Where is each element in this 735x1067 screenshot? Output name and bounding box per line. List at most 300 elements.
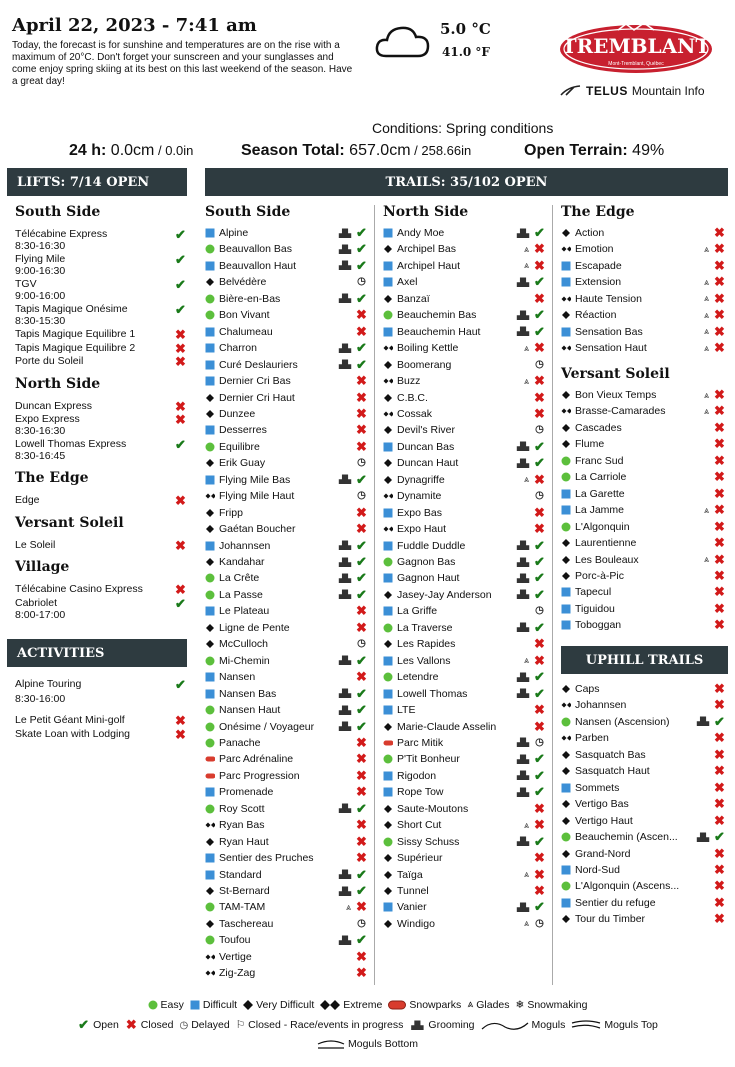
trail-status-icons (515, 555, 546, 569)
trail-row[interactable] (205, 603, 368, 619)
lift-hours: 8:30-15:30 (15, 315, 66, 327)
closed-x-icon: ✖ (714, 469, 725, 485)
trail-row[interactable] (383, 801, 546, 817)
lift-row[interactable] (15, 595, 187, 621)
trail-row[interactable] (383, 620, 546, 636)
trail-row[interactable] (383, 521, 546, 537)
trail-row[interactable] (561, 552, 726, 568)
trail-row[interactable] (383, 587, 546, 603)
trail-row[interactable] (383, 834, 546, 850)
trail-row[interactable] (561, 862, 726, 878)
trail-row[interactable] (383, 274, 546, 290)
closed-x-icon: ✖ (714, 241, 725, 257)
lift-name: Edge (15, 494, 40, 506)
trail-row[interactable] (383, 241, 546, 257)
lift-hours: 8:00-17:00 (15, 608, 66, 621)
trail-name: Ryan Bas (219, 819, 265, 832)
closed-x-icon: ✖ (714, 730, 725, 746)
trail-name: Zig-Zag (219, 967, 256, 980)
svg-text:Mont-Tremblant, Québec: Mont-Tremblant, Québec (608, 61, 664, 67)
trail-status-icons (713, 437, 726, 451)
moguls-bottom-icon (317, 1038, 345, 1050)
telus-brand: TELUS (586, 84, 628, 98)
trail-status-icons (533, 703, 546, 717)
trail-row[interactable] (561, 846, 726, 862)
trail-row[interactable] (383, 636, 546, 652)
trail-row[interactable] (383, 291, 546, 307)
trail-row[interactable] (205, 932, 368, 948)
trail-row[interactable] (205, 916, 368, 932)
legend-snowmaking: Snowmaking (527, 998, 588, 1011)
trail-row[interactable] (205, 274, 368, 290)
trail-row[interactable] (561, 780, 726, 796)
trail-row[interactable] (205, 307, 368, 323)
delayed-clock-icon: ◷ (535, 605, 544, 617)
closed-x-icon: ✖ (534, 241, 545, 257)
trail-row[interactable] (561, 895, 726, 911)
trail-status-icons (337, 226, 368, 240)
trail-row[interactable] (205, 899, 368, 915)
trail-name: Toufou (219, 934, 251, 947)
trail-name: Windigo (397, 917, 435, 930)
trail-status-icons (522, 654, 546, 668)
lift-status (174, 413, 187, 427)
trail-name: Flying Mile Bas (219, 473, 291, 486)
trail-status-icons (533, 489, 546, 503)
trail-row[interactable] (205, 587, 368, 603)
very-difficult-icon (561, 390, 571, 400)
grooming-icon: ▟▙ (338, 804, 352, 814)
trail-name: Vertigo Haut (575, 814, 633, 827)
difficult-icon (205, 853, 215, 863)
difficult-icon (561, 505, 571, 515)
very-difficult-icon (561, 799, 571, 809)
lift-section-title: Versant Soleil (15, 514, 124, 531)
trail-row[interactable] (561, 601, 726, 617)
very-difficult-icon (561, 766, 571, 776)
closed-x-icon: ✖ (534, 290, 545, 306)
trail-row[interactable] (383, 850, 546, 866)
trail-status-icons (713, 698, 726, 712)
trail-row[interactable] (205, 538, 368, 554)
trail-name: Parc Adrénaline (219, 753, 294, 766)
trail-status-icons (337, 341, 368, 355)
trail-row[interactable] (561, 387, 726, 403)
closed-x-icon: ✖ (714, 323, 725, 339)
easy-icon (383, 623, 393, 633)
trail-row[interactable] (561, 324, 726, 340)
lift-row[interactable] (15, 492, 187, 508)
trail-row[interactable] (205, 554, 368, 570)
trail-row[interactable] (561, 681, 726, 697)
trail-row[interactable] (561, 453, 726, 469)
trail-section-title: North Side (383, 204, 469, 220)
trail-row[interactable] (383, 225, 546, 241)
difficult-icon (561, 865, 571, 875)
trail-row[interactable] (383, 406, 546, 422)
moguls-icon (481, 1019, 529, 1031)
lift-name: Expo Express (15, 413, 80, 425)
trail-name: Mi-Chemin (219, 654, 270, 667)
lift-status (174, 278, 187, 292)
trail-name: Sissy Schuss (397, 835, 460, 848)
trail-row[interactable] (205, 751, 368, 767)
trail-row[interactable] (205, 850, 368, 866)
trail-row[interactable] (561, 225, 726, 241)
trail-row[interactable] (205, 422, 368, 438)
trail-name: La Traverse (397, 621, 453, 634)
trail-row[interactable] (205, 258, 368, 274)
lift-row[interactable] (15, 301, 187, 327)
closed-x-icon: ✖ (175, 412, 186, 427)
trail-row[interactable] (561, 274, 726, 290)
trail-row[interactable] (205, 390, 368, 406)
open-check-icon: ✔ (534, 586, 545, 602)
open-check-icon: ✔ (534, 899, 545, 915)
grooming-icon: ▟▙ (338, 573, 352, 583)
trail-status-icons (515, 835, 546, 849)
trail-row[interactable] (561, 617, 726, 633)
trail-row[interactable] (561, 697, 726, 713)
trail-row[interactable] (383, 702, 546, 718)
trail-row[interactable] (383, 505, 546, 521)
trail-row[interactable] (383, 735, 546, 751)
glades-icon: ⩓ (703, 342, 710, 353)
legend-closed: Closed (140, 1019, 174, 1031)
trail-row[interactable] (561, 829, 726, 845)
trail-row[interactable] (205, 883, 368, 899)
trail-row[interactable] (561, 584, 726, 600)
stat-season-total: Season Total: 657.0cm / 258.66in (241, 142, 472, 159)
trail-row[interactable] (205, 735, 368, 751)
difficult-icon (205, 376, 215, 386)
temperature-fahrenheit: 41.0 °F (442, 45, 490, 59)
trail-row[interactable] (205, 636, 368, 652)
trail-status-icons (713, 618, 726, 632)
trail-row[interactable] (205, 225, 368, 241)
trail-name: Escapade (575, 259, 622, 272)
snowpark-icon (205, 771, 215, 781)
trail-status-icons (337, 473, 368, 487)
trail-name: La Jamme (575, 504, 625, 517)
trail-row[interactable] (383, 653, 546, 669)
trail-name: Porc-à-Pic (575, 569, 625, 582)
closed-x-icon: ✖ (534, 850, 545, 866)
trail-row[interactable] (561, 469, 726, 485)
trail-status-icons (337, 571, 368, 585)
trail-row[interactable] (561, 568, 726, 584)
lift-row[interactable] (15, 276, 187, 302)
trail-status-icons (533, 358, 546, 372)
trail-row[interactable] (205, 439, 368, 455)
trail-name: Equilibre (219, 440, 260, 453)
legend-status (0, 1018, 735, 1032)
trail-name: Alpine (219, 227, 249, 239)
trail-name: Charron (219, 342, 257, 355)
grooming-icon: ▟▙ (338, 870, 352, 880)
trail-row[interactable] (383, 751, 546, 767)
lift-row[interactable] (15, 436, 187, 462)
trail-status-icons (702, 404, 726, 418)
trail-row[interactable] (205, 455, 368, 471)
easy-icon (205, 804, 215, 814)
trail-row[interactable] (205, 867, 368, 883)
trail-name: Panache (219, 736, 261, 749)
closed-x-icon: ✖ (534, 718, 545, 734)
trail-row[interactable] (383, 669, 546, 685)
trail-row[interactable] (205, 340, 368, 356)
trail-row[interactable] (383, 472, 546, 488)
activity-row[interactable] (15, 726, 187, 742)
trail-row[interactable] (383, 258, 546, 274)
lift-row[interactable] (15, 251, 187, 277)
trail-status-icons (695, 715, 726, 729)
difficult-icon (205, 360, 215, 370)
very-difficult-icon (561, 423, 571, 433)
trail-row[interactable] (561, 502, 726, 518)
activity-row[interactable] (15, 676, 187, 705)
trail-name: Johannsen (575, 699, 627, 712)
trail-row[interactable] (561, 796, 726, 812)
trail-section-title: Versant Soleil (561, 366, 670, 382)
closed-x-icon: ✖ (714, 518, 725, 534)
grooming-icon: ▟▙ (411, 1020, 424, 1030)
closed-x-icon: ✖ (714, 697, 725, 713)
trail-row[interactable] (205, 817, 368, 833)
closed-x-icon: ✖ (714, 551, 725, 567)
trail-row[interactable] (383, 603, 546, 619)
trail-status-icons (515, 325, 546, 339)
delayed-clock-icon: ◷ (535, 736, 544, 748)
trail-row[interactable] (205, 570, 368, 586)
trail-row[interactable] (383, 899, 546, 915)
trail-row[interactable] (205, 406, 368, 422)
trail-row[interactable] (383, 488, 546, 504)
trail-name: La Carriole (575, 471, 627, 484)
closed-x-icon: ✖ (714, 894, 725, 910)
trail-row[interactable] (561, 747, 726, 763)
lift-name: Duncan Express (15, 399, 93, 412)
extreme-icon (205, 952, 215, 962)
trail-row[interactable] (383, 867, 546, 883)
trail-row[interactable] (205, 768, 368, 784)
trail-row[interactable] (561, 714, 726, 730)
trail-status-icons (515, 769, 546, 783)
trail-row[interactable] (205, 834, 368, 850)
lift-hours: 9:00-16:30 (15, 265, 66, 277)
trail-row[interactable] (383, 554, 546, 570)
trail-row[interactable] (383, 373, 546, 389)
activity-name: Alpine Touring (15, 678, 82, 690)
trail-status-icons (355, 818, 368, 832)
trail-row[interactable] (561, 307, 726, 323)
trail-status-icons (515, 308, 546, 322)
trail-row[interactable] (561, 486, 726, 502)
trail-status-icons (533, 637, 546, 651)
closed-x-icon: ✖ (714, 436, 725, 452)
trail-row[interactable] (205, 801, 368, 817)
trail-row[interactable] (561, 258, 726, 274)
trail-row[interactable] (205, 241, 368, 257)
trail-row[interactable] (383, 439, 546, 455)
trail-row[interactable] (205, 505, 368, 521)
trail-row[interactable] (205, 669, 368, 685)
trail-row[interactable] (205, 488, 368, 504)
open-check-icon: ✔ (534, 570, 545, 586)
open-check-icon: ✔ (356, 356, 367, 372)
grooming-icon: ▟▙ (516, 754, 530, 764)
difficult-icon (205, 870, 215, 880)
very-difficult-icon (383, 804, 393, 814)
trail-status-icons (515, 440, 546, 454)
trail-row[interactable] (561, 535, 726, 551)
trail-name: Le Plateau (219, 605, 270, 618)
glades-icon: ⩓ (703, 326, 710, 337)
lift-row[interactable] (15, 226, 187, 252)
trail-section-title: The Edge (561, 204, 635, 220)
grooming-icon: ▟▙ (338, 475, 352, 485)
glades-icon: ⩓ (523, 655, 530, 666)
trail-row[interactable] (205, 324, 368, 340)
trail-row[interactable] (383, 455, 546, 471)
trail-name: C.B.C. (397, 391, 428, 404)
difficult-icon (205, 475, 215, 485)
closed-x-icon: ✖ (714, 796, 725, 812)
trail-row[interactable] (205, 620, 368, 636)
trail-row[interactable] (205, 653, 368, 669)
lift-row[interactable] (15, 411, 187, 437)
glades-icon: ⩓ (523, 918, 530, 929)
easy-icon (205, 244, 215, 254)
trail-row[interactable] (561, 763, 726, 779)
very-difficult-icon (205, 409, 215, 419)
trail-name: Sentier des Pruches (219, 852, 314, 865)
trail-name: Erik Guay (219, 457, 266, 470)
trail-row[interactable] (561, 241, 726, 257)
trail-name: Flying Mile Haut (219, 490, 295, 503)
trail-row[interactable] (383, 768, 546, 784)
trail-row[interactable] (561, 340, 726, 356)
trail-row[interactable] (383, 916, 546, 932)
trail-row[interactable] (205, 784, 368, 800)
trail-row[interactable] (383, 883, 546, 899)
trail-row[interactable] (561, 813, 726, 829)
trail-row[interactable] (561, 420, 726, 436)
trail-status-icons (713, 682, 726, 696)
trail-row[interactable] (561, 911, 726, 927)
trail-row[interactable] (383, 307, 546, 323)
trail-row[interactable] (205, 291, 368, 307)
activity-name: Skate Loan with Lodging (15, 728, 131, 740)
trail-row[interactable] (205, 373, 368, 389)
grooming-icon: ▟▙ (338, 541, 352, 551)
grooming-icon: ▟▙ (516, 590, 530, 600)
trail-status-icons (355, 423, 368, 437)
trail-name: Beauchemin Haut (397, 325, 481, 338)
extreme-icon (320, 1000, 340, 1010)
trail-status-icons (344, 900, 368, 914)
delayed-clock-icon: ◷ (357, 917, 366, 929)
trail-status-icons (713, 536, 726, 550)
lift-row[interactable] (15, 537, 187, 553)
lift-section-title: The Edge (15, 470, 89, 486)
closed-x-icon: ✖ (356, 603, 367, 619)
trail-row[interactable] (383, 422, 546, 438)
trail-row[interactable] (205, 965, 368, 981)
trail-row[interactable] (383, 719, 546, 735)
trail-status-icons (522, 259, 546, 273)
trail-name: Beauvallon Bas (219, 243, 292, 256)
difficult-icon (383, 228, 393, 238)
trail-row[interactable] (561, 436, 726, 452)
trail-status-icons (515, 275, 546, 289)
closed-x-icon: ✖ (175, 327, 186, 342)
trail-row[interactable] (383, 686, 546, 702)
trail-row[interactable] (205, 472, 368, 488)
trail-row[interactable] (205, 702, 368, 718)
trail-row[interactable] (383, 784, 546, 800)
trail-row[interactable] (205, 686, 368, 702)
trail-row[interactable] (205, 719, 368, 735)
lift-name: Cabriolet (15, 596, 58, 609)
trail-row[interactable] (383, 570, 546, 586)
trail-row[interactable] (561, 878, 726, 894)
trail-row[interactable] (383, 340, 546, 356)
grooming-icon: ▟▙ (338, 689, 352, 699)
closed-x-icon: ✖ (125, 1017, 137, 1032)
trail-status-icons (515, 226, 546, 240)
forecast-message: Today, the forecast is for sunshine and temperatures are on the rise with a maximum of 20°C. Don't forget your sunscreen and your sunglasses and come enjoy spring skiing at its best on this last weekend of the season. Have a great day! (12, 40, 353, 87)
trail-name: St-Bernard (219, 885, 270, 897)
trail-row[interactable] (383, 357, 546, 373)
easy-icon (205, 656, 215, 666)
trail-name: Tapecul (575, 586, 612, 599)
trail-row[interactable] (561, 519, 726, 535)
closed-x-icon: ✖ (175, 340, 186, 356)
trail-row[interactable] (205, 521, 368, 537)
trail-row[interactable] (561, 291, 726, 307)
easy-icon (561, 456, 571, 466)
trail-row[interactable] (383, 817, 546, 833)
grooming-icon: ▟▙ (338, 360, 352, 370)
trail-name: Caps (575, 683, 600, 695)
trail-status-icons (533, 720, 546, 734)
closed-x-icon: ✖ (175, 582, 186, 597)
open-check-icon: ✔ (356, 652, 367, 668)
trail-row[interactable] (561, 403, 726, 419)
uphill-trails-header: UPHILL TRAILS (561, 646, 728, 674)
trail-name: Nansen (219, 671, 256, 684)
trail-row[interactable] (205, 357, 368, 373)
trail-row[interactable] (205, 949, 368, 965)
trail-status-icons (713, 814, 726, 828)
trail-status-icons (337, 539, 368, 553)
trail-status-icons (355, 752, 368, 766)
trail-row[interactable] (383, 538, 546, 554)
trail-status-icons (355, 407, 368, 421)
trail-row[interactable] (383, 324, 546, 340)
closed-x-icon: ✖ (356, 521, 367, 537)
trail-name: Tunnel (397, 885, 429, 897)
trail-name: Tiguidou (575, 602, 615, 615)
trail-name: Letendre (397, 671, 439, 684)
trail-row[interactable] (383, 390, 546, 406)
trail-status-icons (515, 687, 546, 701)
open-check-icon: ✔ (356, 883, 367, 898)
trail-row[interactable] (561, 730, 726, 746)
lift-row[interactable] (15, 353, 187, 369)
closed-x-icon: ✖ (356, 373, 367, 389)
